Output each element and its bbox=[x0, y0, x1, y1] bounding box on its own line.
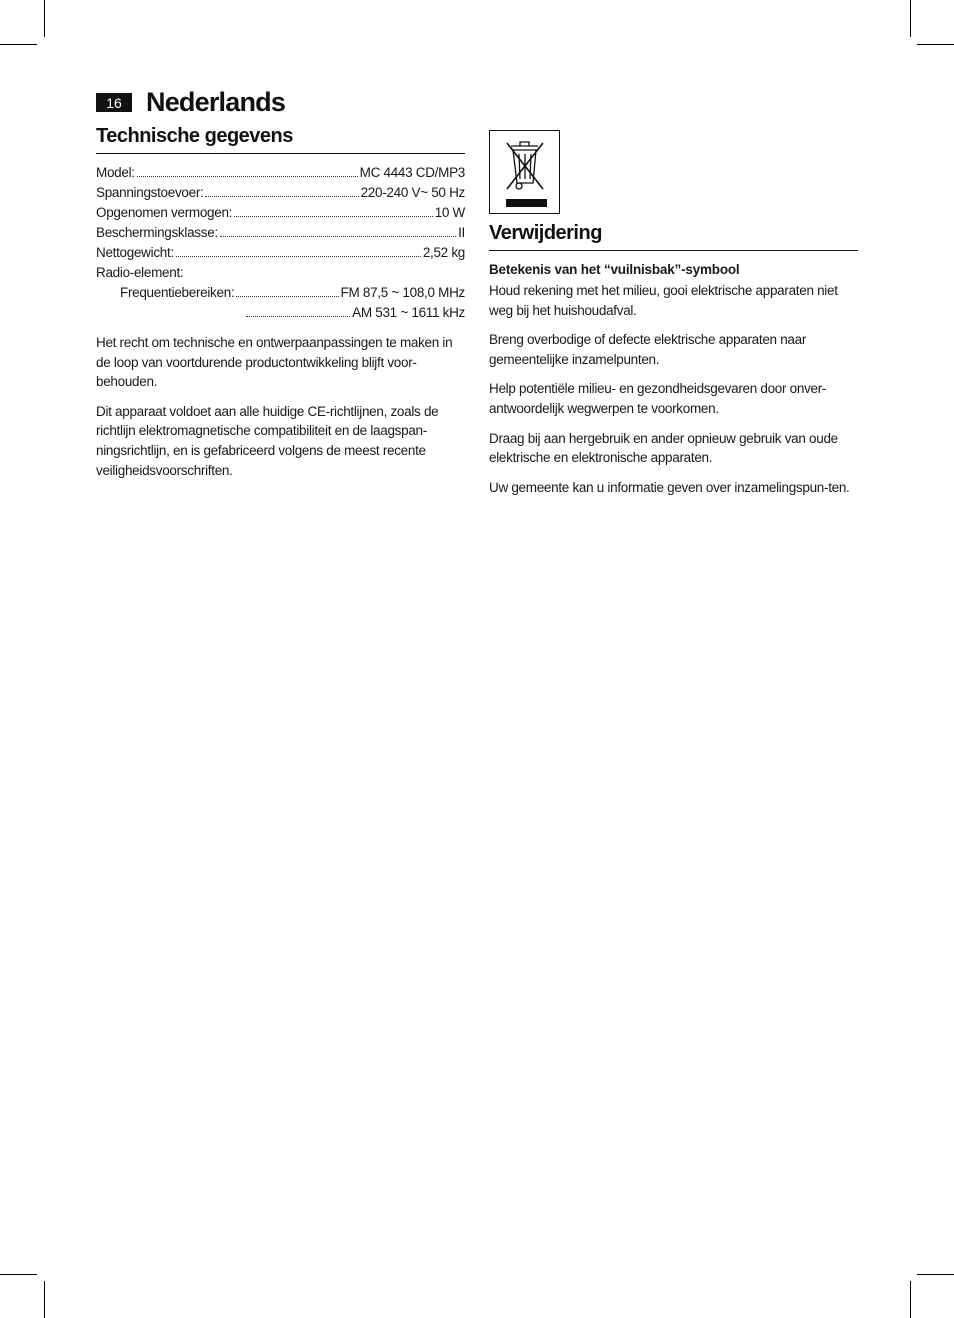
spec-value: 220-240 V~ 50 Hz bbox=[360, 185, 465, 200]
spec-label: Opgenomen vermogen: bbox=[96, 205, 233, 220]
dot-leader bbox=[220, 223, 456, 237]
spec-row-power-consumption bbox=[96, 203, 465, 223]
disposal-subheading: Betekenis van het “vuilnisbak”-symbool bbox=[489, 262, 740, 277]
crop-mark bbox=[44, 0, 45, 37]
dot-leader bbox=[176, 243, 421, 257]
paragraph: Breng overbodige of defecte elektrische apparaten naar gemeentelijke inzamelpunten. bbox=[489, 332, 807, 367]
wheelie-bin-graphic bbox=[490, 131, 561, 215]
paragraph: Dit apparaat voldoet aan alle huidige CE-richtlijnen, zoals de richtlijn elektromagnetische compatibiliteit en de laagspan-ningsrichtlijn, en is gefabriceerd volgens de meest recente veiligheidsvoorschriften. bbox=[96, 403, 439, 478]
spec-row-frequency-am bbox=[96, 303, 465, 323]
crop-mark bbox=[910, 0, 911, 37]
paragraph: Draag bij aan hergebruik en ander opnieuw gebruik van oude elektrische en elektronische apparaten. bbox=[489, 430, 838, 466]
paragraph: Uw gemeente kan u informatie geven over inzamelingspun-ten. bbox=[489, 479, 850, 495]
dot-leader bbox=[246, 303, 350, 317]
spec-value: AM 531 ~ 1611 kHz bbox=[352, 305, 465, 320]
spec-value: FM 87,5 ~ 108,0 MHz bbox=[340, 285, 465, 300]
dot-leader bbox=[205, 183, 358, 197]
crop-mark bbox=[0, 44, 37, 45]
spec-row-model bbox=[96, 163, 465, 183]
page-header bbox=[96, 84, 285, 120]
paragraph: Het recht om technische en ontwerpaanpassingen te maken in de loop van voortdurende productontwikkeling blijft voor-behouden. bbox=[96, 335, 453, 390]
crossed-out-wheelie-bin-icon bbox=[489, 130, 560, 214]
spec-label: Nettogewicht: bbox=[96, 245, 174, 260]
spec-value: 10 W bbox=[434, 205, 465, 220]
crop-mark bbox=[44, 1281, 45, 1318]
crop-mark bbox=[917, 44, 954, 45]
spec-list bbox=[96, 163, 465, 323]
paragraph: Help potentiële milieu- en gezondheidsgevaren door onver-antwoordelijk wegwerpen te voorkomen. bbox=[489, 381, 827, 416]
technical-heading: Technische gegevens bbox=[96, 120, 465, 154]
crop-mark bbox=[910, 1281, 911, 1318]
paragraph: Houd rekening met het milieu, gooi elektrische apparaten niet weg bij het huishoudafval. bbox=[489, 283, 838, 318]
spec-row-radio bbox=[96, 263, 465, 283]
dot-leader bbox=[236, 283, 338, 297]
spec-value: II bbox=[458, 225, 465, 240]
crop-mark bbox=[0, 1274, 37, 1275]
page-number: 16 bbox=[96, 93, 132, 112]
disposal-section bbox=[489, 125, 858, 497]
spec-value: 2,52 kg bbox=[422, 245, 465, 260]
spec-row-protection-class bbox=[96, 223, 465, 243]
disposal-heading: Verwijdering bbox=[489, 222, 858, 251]
dot-leader bbox=[234, 203, 433, 217]
crop-mark bbox=[917, 1274, 954, 1275]
language-title: Nederlands bbox=[146, 86, 286, 117]
spec-row-power-supply bbox=[96, 183, 465, 203]
bin-underline-bar bbox=[506, 199, 547, 207]
spec-label: Model: bbox=[96, 165, 135, 180]
spec-row-frequency-fm bbox=[96, 283, 465, 303]
spec-row-net-weight bbox=[96, 243, 465, 263]
spec-label: Frequentiebereiken: bbox=[120, 285, 235, 300]
disposal-paragraphs bbox=[489, 281, 858, 497]
spec-label: Spanningstoevoer: bbox=[96, 185, 204, 200]
spec-label: Radio-element: bbox=[96, 265, 184, 280]
technical-section bbox=[96, 120, 465, 480]
technical-paragraphs bbox=[96, 333, 465, 480]
spec-label: Beschermingsklasse: bbox=[96, 225, 218, 240]
spec-value: MC 4443 CD/MP3 bbox=[359, 165, 465, 180]
dot-leader bbox=[137, 163, 358, 177]
